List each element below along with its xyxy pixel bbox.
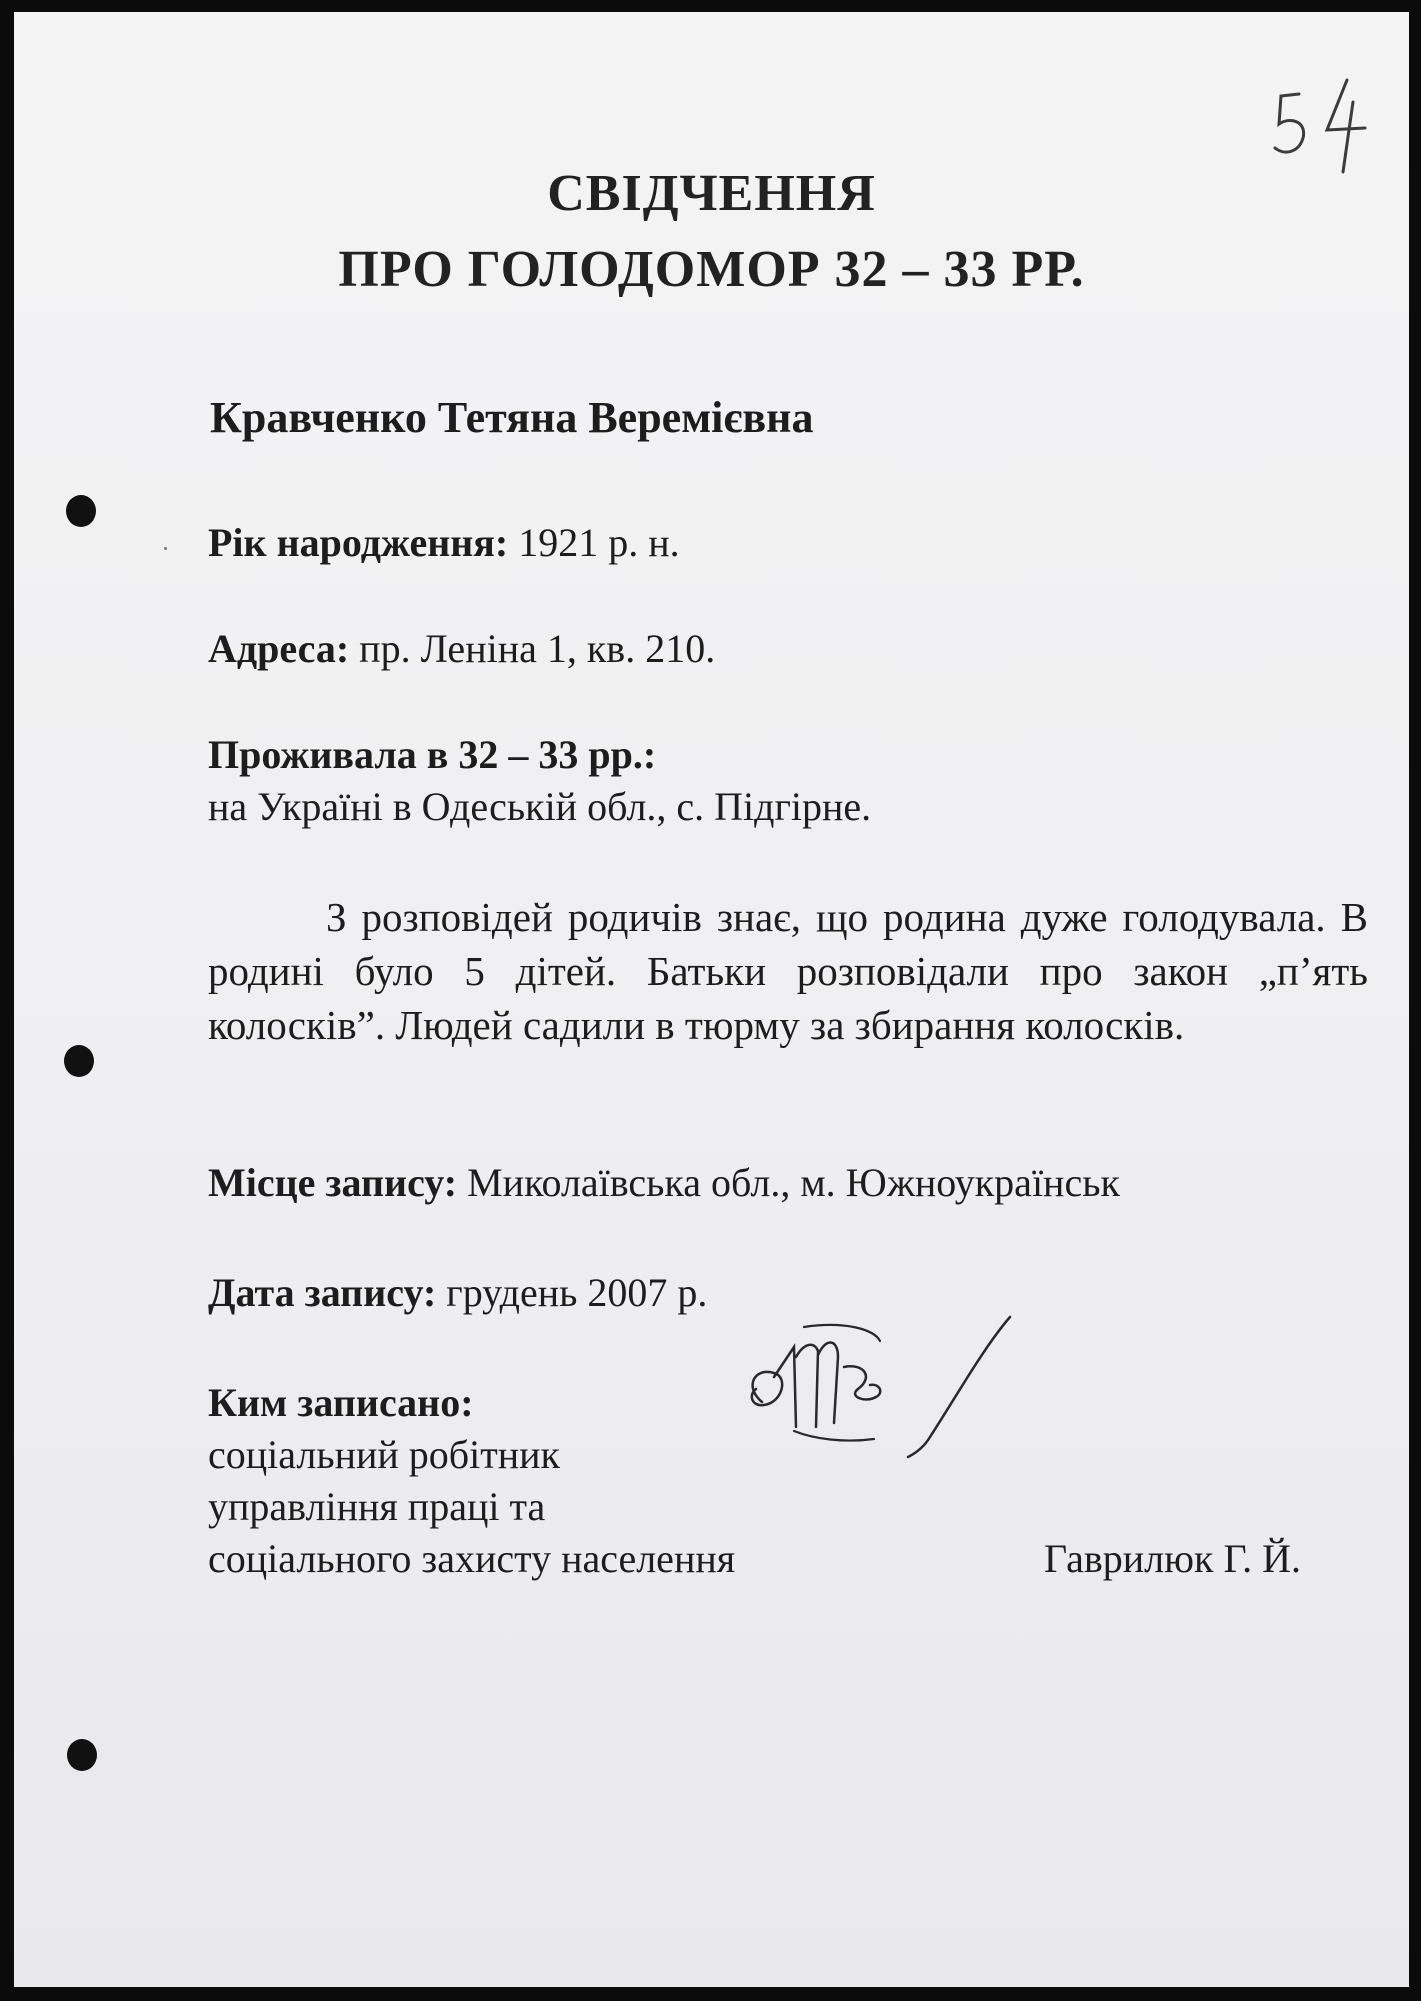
record-date-value: грудень 2007 р. bbox=[446, 1270, 708, 1315]
address-field bbox=[208, 626, 715, 672]
lived-label: Проживала в 32 – 33 рр.: bbox=[208, 732, 657, 777]
recorded-by-line1: соціальний робітник bbox=[208, 1432, 560, 1477]
recorded-by-line3: соціального захисту населення bbox=[208, 1536, 736, 1581]
lived-value: на Україні в Одеській обл., с. Підгірне. bbox=[208, 784, 872, 829]
testimony-paragraph bbox=[208, 890, 1368, 1052]
document-page bbox=[14, 12, 1409, 1987]
recorder-name: Гаврилюк Г. Й. bbox=[1044, 1536, 1301, 1581]
testimony-text: З розповідей родичів знає, що родина дуже голодувала. В родині було 5 дітей. Батьки розповідали про закон „п’ять колосків”. Людей садили в тюрму за збирання колосків. bbox=[208, 894, 1368, 1048]
paper-speck bbox=[164, 547, 167, 550]
punch-hole bbox=[64, 1045, 94, 1077]
handwritten-signature bbox=[734, 1307, 1034, 1477]
record-place-field bbox=[208, 1160, 1120, 1206]
person-name: Кравченко Тетяна Веремієвна bbox=[210, 393, 814, 442]
punch-hole bbox=[67, 1739, 97, 1771]
recorded-by-line2: управління праці та bbox=[208, 1484, 546, 1529]
document-title-line1: СВІДЧЕННЯ bbox=[547, 165, 876, 222]
birth-year-value: 1921 р. н. bbox=[518, 520, 680, 565]
birth-year-label: Рік народження: bbox=[208, 520, 509, 565]
address-value: пр. Леніна 1, кв. 210. bbox=[359, 626, 716, 671]
record-place-label: Місце запису: bbox=[208, 1160, 458, 1205]
document-title-line2: ПРО ГОЛОДОМОР 32 – 33 РР. bbox=[338, 241, 1085, 298]
recorded-by-label: Ким записано: bbox=[208, 1380, 474, 1425]
punch-hole bbox=[66, 495, 96, 527]
birth-year-field bbox=[208, 520, 680, 566]
record-date-label: Дата запису: bbox=[208, 1270, 437, 1315]
record-place-value: Миколаївська обл., м. Южноукраїнськ bbox=[467, 1160, 1120, 1205]
address-label: Адреса: bbox=[208, 626, 350, 671]
record-date-field bbox=[208, 1270, 707, 1316]
